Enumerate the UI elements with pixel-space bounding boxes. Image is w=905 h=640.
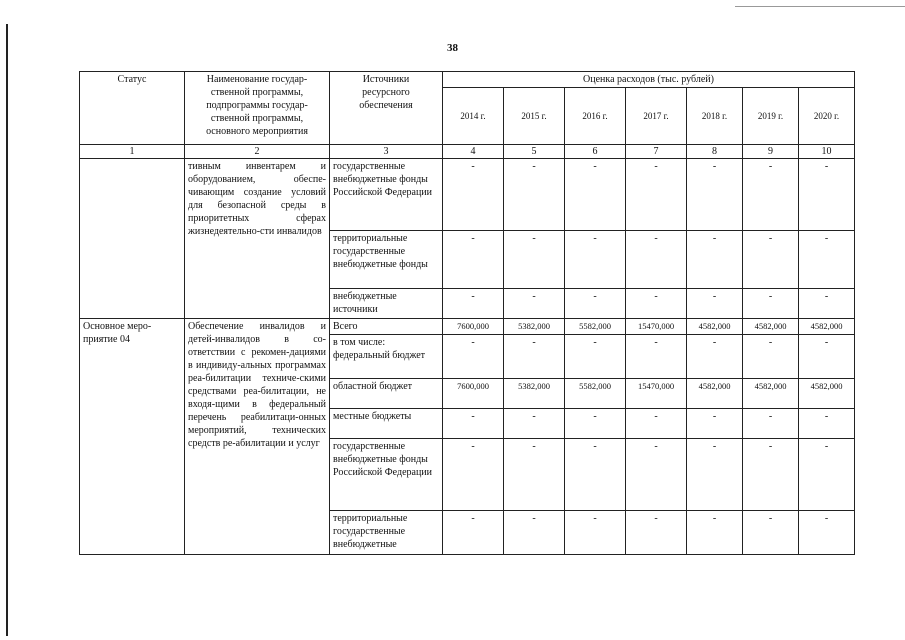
value-cell: - <box>504 439 565 511</box>
value-cell: 5382,000 <box>504 319 565 335</box>
value-cell: - <box>743 231 799 289</box>
value-cell: - <box>687 511 743 555</box>
value-cell: - <box>443 511 504 555</box>
index-cell: 7 <box>626 145 687 159</box>
value-cell: - <box>743 439 799 511</box>
value-cell: - <box>743 289 799 319</box>
value-cell: 5582,000 <box>565 319 626 335</box>
value-cell: - <box>799 159 855 231</box>
value-cell: - <box>743 159 799 231</box>
value-cell: - <box>626 511 687 555</box>
value-cell: - <box>443 409 504 439</box>
value-cell: - <box>687 409 743 439</box>
value-cell: 15470,000 <box>626 379 687 409</box>
index-cell: 4 <box>443 145 504 159</box>
value-cell: - <box>626 335 687 379</box>
table-row <box>80 319 855 335</box>
value-cell: - <box>504 335 565 379</box>
table-row <box>80 159 855 231</box>
header-sources: Источники ресурсного обеспечения <box>330 72 443 145</box>
header-year: 2014 г. <box>443 88 504 145</box>
source-cell: областной бюджет <box>330 379 443 409</box>
value-cell: 4582,000 <box>799 379 855 409</box>
value-cell: 4582,000 <box>687 319 743 335</box>
value-cell: 4582,000 <box>743 319 799 335</box>
index-cell: 5 <box>504 145 565 159</box>
value-cell: - <box>687 231 743 289</box>
header-name: Наименование государ- ственной программы, подпрограммы государ- ственной программы, основного мероприятия <box>185 72 330 145</box>
value-cell: 7600,000 <box>443 379 504 409</box>
index-cell: 1 <box>80 145 185 159</box>
value-cell: 4582,000 <box>799 319 855 335</box>
index-cell: 10 <box>799 145 855 159</box>
value-cell: - <box>626 289 687 319</box>
value-cell: - <box>687 439 743 511</box>
index-cell: 8 <box>687 145 743 159</box>
value-cell: 15470,000 <box>626 319 687 335</box>
value-cell: - <box>565 159 626 231</box>
value-cell: - <box>743 511 799 555</box>
source-cell: государственные внебюджетные фонды Российской Федерации <box>330 439 443 511</box>
value-cell: - <box>743 335 799 379</box>
name-cell: тивным инвентарем и оборудованием, обеспе-чивающим создание условий для безопасной среды в приоритетных сферах жизнедеятельно-сти инвалидов <box>185 159 330 319</box>
value-cell: - <box>799 289 855 319</box>
index-cell: 9 <box>743 145 799 159</box>
value-cell: 4582,000 <box>743 379 799 409</box>
value-cell: - <box>443 289 504 319</box>
value-cell: - <box>743 409 799 439</box>
header-year: 2018 г. <box>687 88 743 145</box>
source-cell: Всего <box>330 319 443 335</box>
value-cell: - <box>799 439 855 511</box>
header-year: 2017 г. <box>626 88 687 145</box>
value-cell: - <box>799 511 855 555</box>
value-cell: - <box>565 511 626 555</box>
value-cell: - <box>626 439 687 511</box>
scan-top-line <box>735 6 905 7</box>
value-cell: - <box>799 409 855 439</box>
value-cell: - <box>565 439 626 511</box>
header-year: 2015 г. <box>504 88 565 145</box>
scan-edge-line <box>6 24 8 636</box>
value-cell: - <box>565 409 626 439</box>
value-cell: - <box>626 159 687 231</box>
value-cell: - <box>504 159 565 231</box>
value-cell: 4582,000 <box>687 379 743 409</box>
value-cell: 7600,000 <box>443 319 504 335</box>
value-cell: - <box>504 231 565 289</box>
header-estimate: Оценка расходов (тыс. рублей) <box>443 72 855 88</box>
value-cell: 5582,000 <box>565 379 626 409</box>
value-cell: - <box>565 289 626 319</box>
index-cell: 6 <box>565 145 626 159</box>
value-cell: - <box>504 289 565 319</box>
status-cell <box>80 159 185 319</box>
index-cell: 3 <box>330 145 443 159</box>
value-cell: - <box>565 335 626 379</box>
index-row <box>80 145 855 159</box>
header-year: 2019 г. <box>743 88 799 145</box>
name-cell: Обеспечение инвалидов и детей-инвалидов в со-ответствии с рекомен-дациями в индивиду-альных программах реа-билитации техниче-скими средствами реа-билитации, не входя-щими в федеральный перечень реабилитаци-онных мероприятий, технических средств ре-абилитации и услуг <box>185 319 330 555</box>
source-cell: государственные внебюджетные фонды Российской Федерации <box>330 159 443 231</box>
value-cell: - <box>626 231 687 289</box>
value-cell: - <box>799 335 855 379</box>
header-row-1 <box>80 72 855 88</box>
value-cell: - <box>504 409 565 439</box>
source-cell: территориальные государственные внебюджетные <box>330 511 443 555</box>
value-cell: - <box>687 335 743 379</box>
value-cell: - <box>443 439 504 511</box>
budget-table <box>79 71 855 555</box>
header-year: 2016 г. <box>565 88 626 145</box>
index-cell: 2 <box>185 145 330 159</box>
value-cell: - <box>626 409 687 439</box>
value-cell: - <box>443 159 504 231</box>
status-cell: Основное меро-приятие 04 <box>80 319 185 555</box>
value-cell: - <box>565 231 626 289</box>
value-cell: - <box>504 511 565 555</box>
value-cell: 5382,000 <box>504 379 565 409</box>
value-cell: - <box>443 335 504 379</box>
source-cell: в том числе: федеральный бюджет <box>330 335 443 379</box>
page-number: 38 <box>447 42 458 54</box>
value-cell: - <box>687 159 743 231</box>
source-cell: внебюджетные источники <box>330 289 443 319</box>
source-cell: местные бюджеты <box>330 409 443 439</box>
value-cell: - <box>687 289 743 319</box>
header-status: Статус <box>80 72 185 145</box>
value-cell: - <box>799 231 855 289</box>
source-cell: территориальные государственные внебюджетные фонды <box>330 231 443 289</box>
header-year: 2020 г. <box>799 88 855 145</box>
value-cell: - <box>443 231 504 289</box>
